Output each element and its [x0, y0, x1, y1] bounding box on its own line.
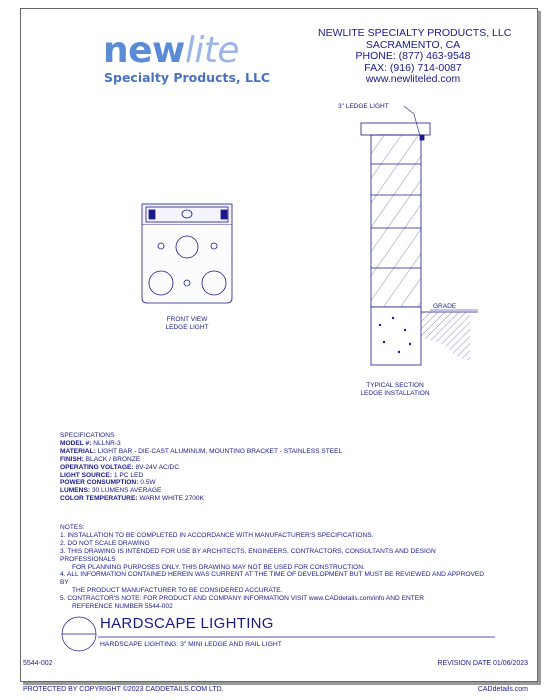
spec-value: 30 LUMENS AVERAGE [90, 487, 162, 495]
company-name: NEWLITE SPECIALTY PRODUCTS, LLC [318, 27, 512, 39]
note-line: 4. ALL INFORMATION CONTAINED HEREIN WAS CURRENT AT THE TIME OF DEVELOPMENT BUT MUST BE REVIEWED AND APPROVED BY [60, 571, 485, 587]
note-line: 5. CONTRACTOR'S NOTE: FOR PRODUCT AND COMPANY INFORMATION VISIT www.CADdetails.com/info AND ENTER [60, 595, 424, 603]
spec-key: OPERATING VOLTAGE: [60, 463, 134, 471]
specifications-block [60, 432, 342, 503]
spec-key: LUMENS: [60, 487, 91, 495]
spec-row [60, 487, 342, 495]
spec-key: LIGHT SOURCE: [60, 471, 113, 479]
revision-date: REVISION DATE 01/06/2023 [437, 660, 528, 667]
grade-label: GRADE [433, 303, 457, 310]
front-view-caption [137, 316, 237, 332]
spec-key: FINISH: [60, 455, 84, 463]
note-line: 1. INSTALLATION TO BE COMPLETED IN ACCORDANCE WITH MANUFACTURER'S SPECIFICATIONS. [60, 531, 374, 539]
notes-heading: NOTES: [60, 524, 85, 531]
logo-word-new: new [103, 30, 185, 71]
company-fax: FAX: (916) 714-0087 [364, 61, 462, 74]
spec-value: BLACK / BRONZE [83, 455, 141, 463]
drawing-subtitle: HARDSCAPE LIGHTING: 3" MINI LEDGE AND RAIL LIGHT [100, 641, 282, 648]
front-view-drawing [142, 204, 232, 303]
spec-value: NLLNR-3 [91, 439, 121, 447]
spec-key: POWER CONSUMPTION: [60, 479, 139, 487]
spec-row [60, 440, 342, 448]
note-line: REFERENCE NUMBER 5544-002 [72, 603, 173, 611]
spec-row [60, 464, 342, 472]
spec-row [60, 448, 342, 456]
spec-key: MODEL #: [60, 439, 92, 447]
drawing-title: HARDSCAPE LIGHTING [100, 615, 274, 632]
specifications-heading: SPECIFICATIONS [60, 432, 115, 439]
spec-row [60, 495, 342, 503]
logo-word-lite: lite [184, 30, 240, 71]
spec-value: WARM WHITE 2700K [137, 495, 204, 503]
note-line: 3. THIS DRAWING IS INTENDED FOR USE BY ARCHITECTS, ENGINEERS, CONTRACTORS, CONSULTANTS AND DESIGN PROFESSIONALS [60, 547, 436, 563]
notes-block [60, 524, 490, 611]
logo-subtitle: Specialty Products, LLC [104, 70, 271, 85]
company-phone: PHONE: (877) 463-9548 [355, 50, 471, 62]
section-caption [345, 382, 445, 398]
section-caption-line2: LEDGE INSTALLATION [360, 390, 430, 397]
front-view-caption-line2: LEDGE LIGHT [165, 324, 209, 331]
note-line: 2. DO NOT SCALE DRAWING [60, 539, 150, 547]
spec-row [60, 456, 342, 464]
ledge-light-callout: 3" LEDGE LIGHT [338, 103, 389, 110]
caddetails-footer: CADdetails.com [477, 686, 528, 693]
spec-row [60, 479, 342, 487]
company-city: SACRAMENTO, CA [365, 38, 461, 51]
spec-key: MATERIAL: [60, 447, 96, 455]
section-view-drawing [361, 106, 478, 365]
front-view-caption-line1: FRONT VIEW [166, 316, 208, 323]
drawing-number: 5544-002 [23, 660, 53, 667]
note-line: THE PRODUCT MANUFACTURER TO BE CONSIDERED ACCURATE. [72, 587, 283, 595]
spec-row [60, 472, 342, 480]
spec-value: 1 PC LED [112, 471, 144, 479]
spec-key: COLOR TEMPERATURE: [60, 495, 138, 503]
company-web: www.newliteled.com [365, 73, 461, 85]
note-line: FOR PLANNING PURPOSES ONLY. THIS DRAWING MAY NOT BE USED FOR CONSTRUCTION. [72, 563, 365, 571]
copyright-footer: PROTECTED BY COPYRIGHT ©2023 CADDETAILS.COM LTD. [23, 686, 224, 693]
spec-value: 0.5W [138, 479, 156, 487]
section-caption-line1: TYPICAL SECTION [366, 382, 424, 389]
spec-value: 8V-24V AC/DC [133, 463, 180, 471]
spec-value: LIGHT BAR - DIE-CAST ALUMINUM, MOUNTING BRACKET - STAINLESS STEEL [95, 447, 343, 455]
